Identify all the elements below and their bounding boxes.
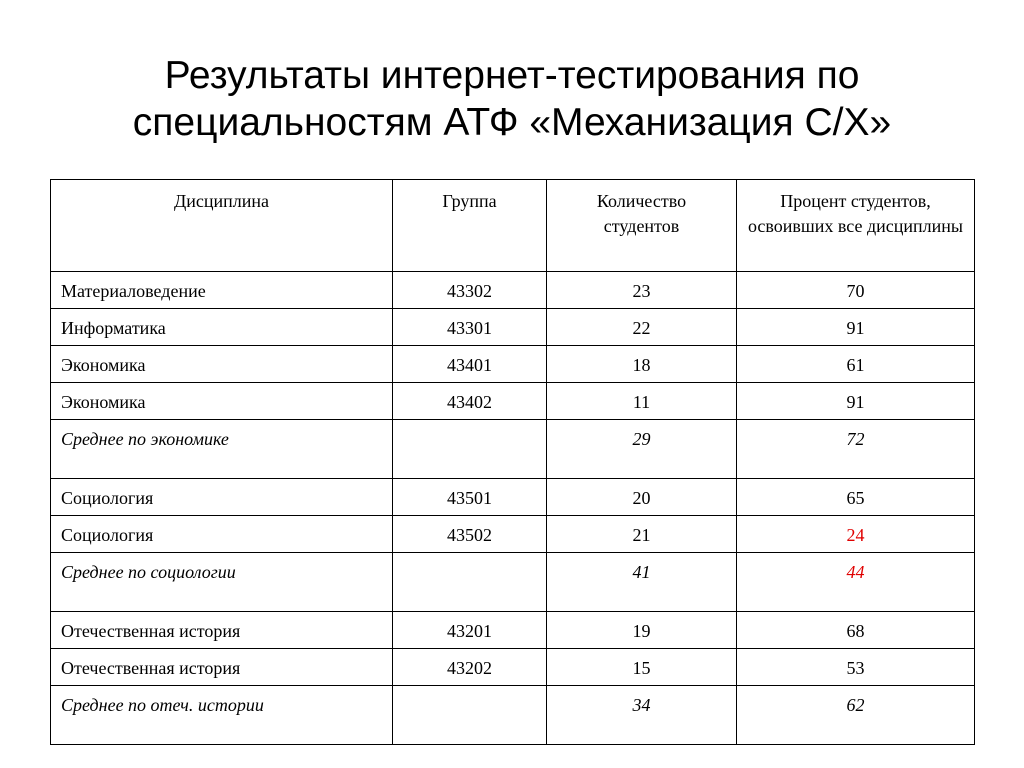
- header-discipline: Дисциплина: [51, 180, 393, 272]
- cell-group: 43502: [393, 516, 547, 553]
- table-row: [51, 479, 975, 516]
- slide-title: [0, 52, 1024, 146]
- cell-student-count: 23: [547, 272, 737, 309]
- header-group: Группа: [393, 180, 547, 272]
- cell-percent: 91: [737, 309, 975, 346]
- cell-discipline: Экономика: [51, 346, 393, 383]
- table-row: [51, 649, 975, 686]
- cell-group: 43401: [393, 346, 547, 383]
- cell-group: [393, 553, 547, 612]
- cell-percent: 62: [737, 686, 975, 745]
- cell-student-count: 34: [547, 686, 737, 745]
- cell-percent: 53: [737, 649, 975, 686]
- cell-percent: 70: [737, 272, 975, 309]
- results-table-header: [51, 180, 975, 272]
- cell-discipline: Среднее по социологии: [51, 553, 393, 612]
- cell-group: 43501: [393, 479, 547, 516]
- cell-percent: 65: [737, 479, 975, 516]
- cell-percent: 72: [737, 420, 975, 479]
- slide-title-line-1: Результаты интернет-тестирования по: [164, 54, 860, 97]
- cell-discipline: Социология: [51, 479, 393, 516]
- cell-discipline: Отечественная история: [51, 649, 393, 686]
- table-row: [51, 612, 975, 649]
- cell-discipline: Социология: [51, 516, 393, 553]
- cell-percent: 24: [737, 516, 975, 553]
- cell-percent: 61: [737, 346, 975, 383]
- cell-percent: 91: [737, 383, 975, 420]
- table-row: [51, 516, 975, 553]
- cell-student-count: 41: [547, 553, 737, 612]
- cell-discipline: Материаловедение: [51, 272, 393, 309]
- table-row-average: [51, 553, 975, 612]
- cell-group: 43302: [393, 272, 547, 309]
- slide-title-line-2: специальностям АТФ «Механизация С/Х»: [132, 101, 892, 144]
- header-student-count: Количество студентов: [547, 180, 737, 272]
- cell-percent: 68: [737, 612, 975, 649]
- cell-group: 43301: [393, 309, 547, 346]
- table-row: [51, 272, 975, 309]
- table-row: [51, 309, 975, 346]
- cell-discipline: Среднее по экономике: [51, 420, 393, 479]
- header-percent-mastered: Процент студентов, освоивших все дисциплины: [737, 180, 975, 272]
- cell-percent: 44: [737, 553, 975, 612]
- cell-group: [393, 420, 547, 479]
- cell-student-count: 21: [547, 516, 737, 553]
- cell-student-count: 18: [547, 346, 737, 383]
- cell-group: 43202: [393, 649, 547, 686]
- cell-student-count: 11: [547, 383, 737, 420]
- cell-group: 43402: [393, 383, 547, 420]
- table-row: [51, 383, 975, 420]
- cell-discipline: Отечественная история: [51, 612, 393, 649]
- cell-discipline: Информатика: [51, 309, 393, 346]
- table-row: [51, 346, 975, 383]
- cell-discipline: Экономика: [51, 383, 393, 420]
- cell-student-count: 29: [547, 420, 737, 479]
- results-table-body: [51, 272, 975, 745]
- cell-student-count: 22: [547, 309, 737, 346]
- cell-group: 43201: [393, 612, 547, 649]
- cell-student-count: 20: [547, 479, 737, 516]
- results-table: [50, 179, 975, 745]
- header-row: [51, 180, 975, 272]
- table-row-average: [51, 686, 975, 745]
- cell-discipline: Среднее по отеч. истории: [51, 686, 393, 745]
- cell-group: [393, 686, 547, 745]
- table-row-average: [51, 420, 975, 479]
- cell-student-count: 15: [547, 649, 737, 686]
- cell-student-count: 19: [547, 612, 737, 649]
